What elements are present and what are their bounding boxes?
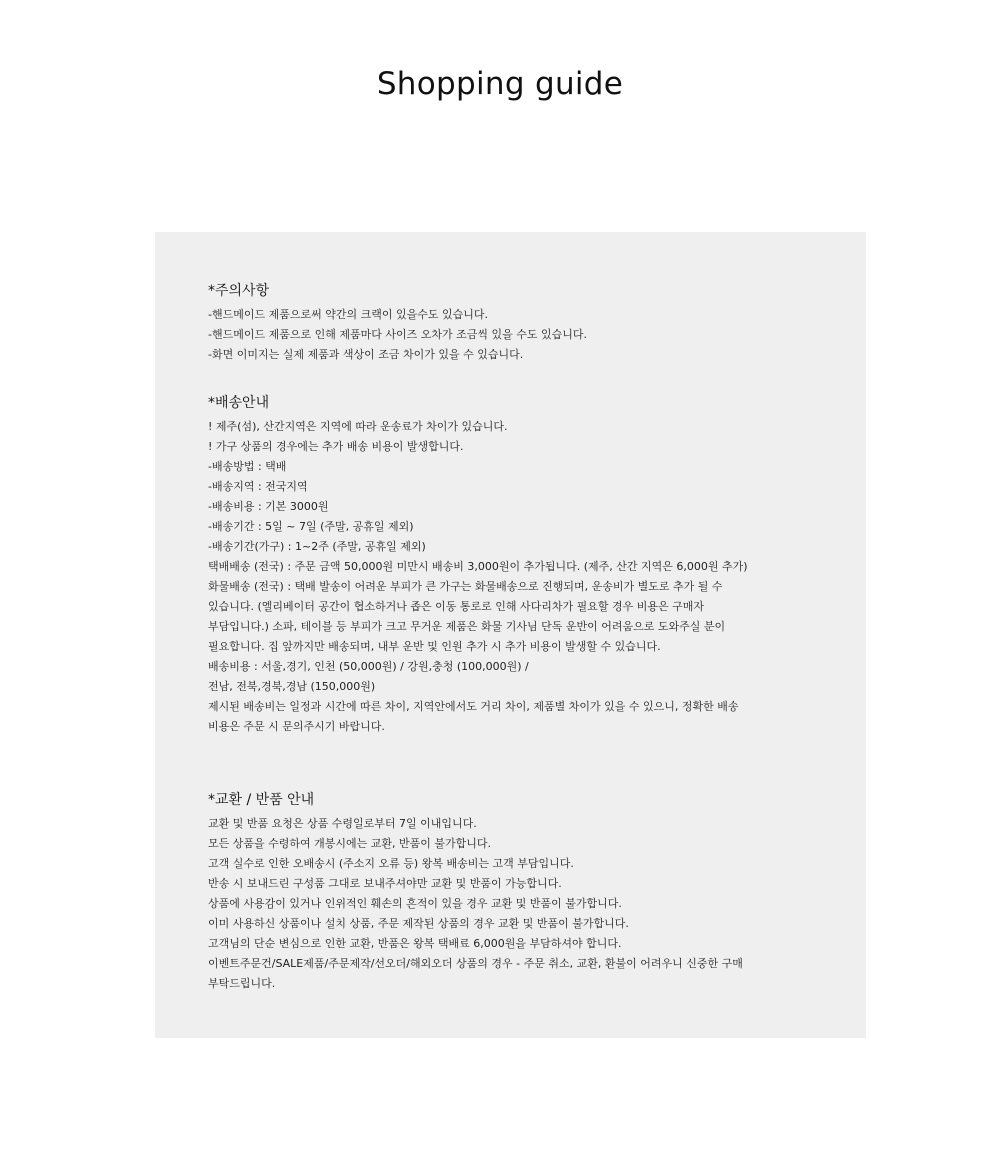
guide-text-line: 이벤트주문건/SALE제품/주문제작/선오더/해외오더 상품의 경우 - 주문 취소, 교환, 환불이 어려우니 신중한 구매 bbox=[208, 957, 743, 970]
guide-text-line: -배송비용 : 기본 3000원 bbox=[208, 500, 329, 513]
guide-text-line: 필요합니다. 집 앞까지만 배송되며, 내부 운반 및 인원 추가 시 추가 비용이 발생할 수 있습니다. bbox=[208, 640, 661, 653]
guide-text-line: 택배배송 (전국) : 주문 금액 50,000원 미만시 배송비 3,000원이 추가됩니다. (제주, 산간 지역은 6,000원 추가) bbox=[208, 560, 748, 573]
guide-text-line: -배송기간(가구) : 1~2주 (주말, 공휴일 제외) bbox=[208, 540, 426, 553]
guide-text-line: -배송방법 : 택배 bbox=[208, 460, 287, 473]
guide-text-line: -화면 이미지는 실제 제품과 색상이 조금 차이가 있을 수 있습니다. bbox=[208, 348, 524, 361]
guide-text-line: 교환 및 반품 요청은 상품 수령일로부터 7일 이내입니다. bbox=[208, 817, 477, 830]
guide-text-line: -핸드메이드 제품으로 인해 제품마다 사이즈 오차가 조금씩 있을 수도 있습니다. bbox=[208, 328, 587, 341]
guide-text-line: 모든 상품을 수령하여 개봉시에는 교환, 반품이 불가합니다. bbox=[208, 837, 491, 850]
guide-text-line: ! 제주(섬), 산간지역은 지역에 따라 운송료가 차이가 있습니다. bbox=[208, 420, 508, 433]
guide-text-line: 부탁드립니다. bbox=[208, 977, 276, 990]
guide-text-line: -배송지역 : 전국지역 bbox=[208, 480, 308, 493]
guide-text-line: 제시된 배송비는 일정과 시간에 따른 차이, 지역안에서도 거리 차이, 제품별 차이가 있을 수 있으니, 정확한 배송 bbox=[208, 700, 739, 713]
shipping-lines bbox=[208, 417, 848, 737]
guide-text-line: 배송비용 : 서울,경기, 인천 (50,000원) / 강원,충청 (100,000원) / bbox=[208, 660, 529, 673]
section-heading-exchange: *교환 / 반품 안내 bbox=[208, 792, 315, 808]
caution-lines bbox=[208, 305, 848, 365]
caution-section bbox=[208, 281, 848, 365]
guide-text-line: 화물배송 (전국) : 택배 발송이 어려운 부피가 큰 가구는 화물배송으로 진행되며, 운송비가 별도로 추가 될 수 bbox=[208, 580, 723, 593]
exchange-section bbox=[208, 790, 848, 994]
page-title: Shopping guide bbox=[376, 66, 624, 102]
guide-text-line: 있습니다. (엘리베이터 공간이 협소하거나 좁은 이동 통로로 인해 사다리차가 필요할 경우 비용은 구매자 bbox=[208, 600, 705, 613]
guide-text-line: 전남, 전북,경북,경남 (150,000원) bbox=[208, 680, 376, 693]
guide-text-line: 부담입니다.) 소파, 테이블 등 부피가 크고 무거운 제품은 화물 기사님 단독 운반이 어려움으로 도와주실 분이 bbox=[208, 620, 726, 633]
guide-text-line: 반송 시 보내드린 구성품 그대로 보내주셔야만 교환 및 반품이 가능합니다. bbox=[208, 877, 562, 890]
guide-text-line: 고객님의 단순 변심으로 인한 교환, 반품은 왕복 택배료 6,000원을 부담하셔야 합니다. bbox=[208, 937, 622, 950]
guide-text-line: 비용은 주문 시 문의주시기 바랍니다. bbox=[208, 720, 385, 733]
section-heading-shipping: *배송안내 bbox=[208, 395, 270, 411]
guide-text-line: ! 가구 상품의 경우에는 추가 배송 비용이 발생합니다. bbox=[208, 440, 464, 453]
guide-text-line: 상품에 사용감이 있거나 인위적인 훼손의 흔적이 있을 경우 교환 및 반품이 불가합니다. bbox=[208, 897, 622, 910]
exchange-lines bbox=[208, 814, 848, 994]
guide-text-line: -배송기간 : 5일 ~ 7일 (주말, 공휴일 제외) bbox=[208, 520, 414, 533]
guide-text-line: 고객 실수로 인한 오배송시 (주소지 오류 등) 왕복 배송비는 고객 부담입니다. bbox=[208, 857, 574, 870]
shopping-guide-panel bbox=[155, 232, 866, 1038]
shipping-section bbox=[208, 393, 848, 737]
section-heading-caution: *주의사항 bbox=[208, 283, 270, 299]
guide-text-line: -핸드메이드 제품으로써 약간의 크랙이 있을수도 있습니다. bbox=[208, 308, 488, 321]
guide-text-line: 이미 사용하신 상품이나 설치 상품, 주문 제작된 상품의 경우 교환 및 반품이 불가합니다. bbox=[208, 917, 629, 930]
